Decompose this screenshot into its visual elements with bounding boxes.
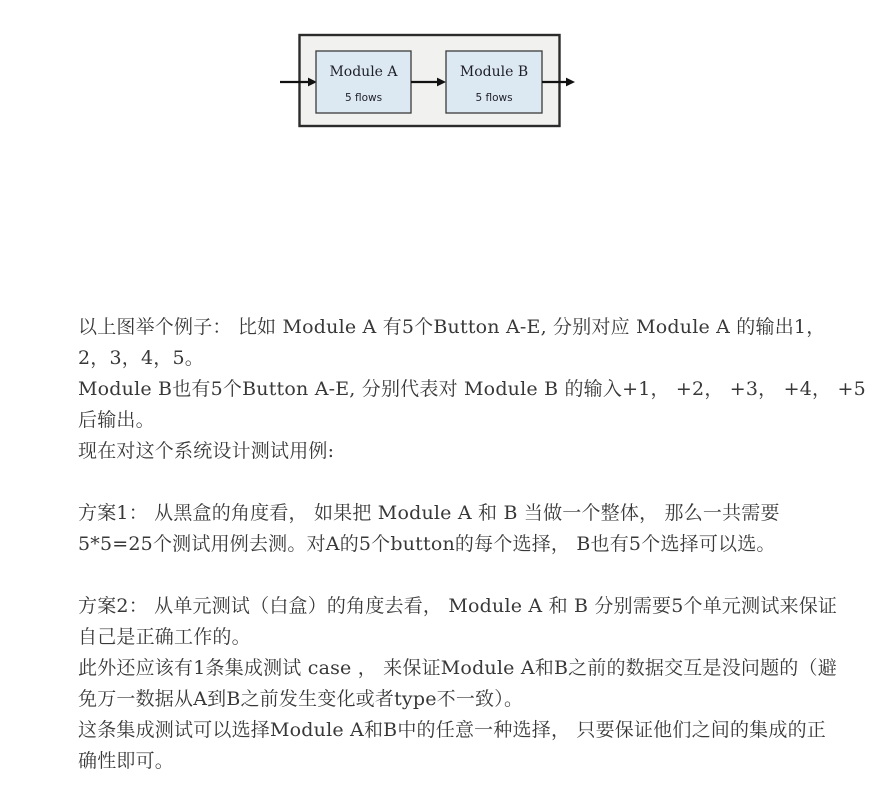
text-line: Module B也有5个Button A-E, 分别代表对 Module B 的输入+1， +2， +3， +4， +5 bbox=[78, 378, 866, 400]
text-line: 后输出。 bbox=[78, 409, 155, 431]
text-line: 确性即可。 bbox=[78, 750, 175, 772]
module-a-title: Module A bbox=[329, 64, 398, 80]
text-line: 此外还应该有1条集成测试 case ， 来保证Module A和B之前的数据交互是没问题的（避 bbox=[78, 657, 837, 679]
text-line-blank bbox=[78, 560, 818, 591]
text-line: 现在对这个系统设计测试用例: bbox=[78, 440, 335, 462]
text-line: 5*5=25个测试用例去测。对A的5个button的每个选择， B也有5个选择可以选。 bbox=[78, 533, 776, 555]
text-line: 方案2： 从单元测试（白盒）的角度去看， Module A 和 B 分别需要5个单元测试来保证 bbox=[78, 595, 838, 617]
module-flow-diagram bbox=[270, 30, 582, 132]
module-b-title: Module B bbox=[459, 64, 529, 80]
text-line: 免万一数据从A到B之前发生变化或者type不一致）。 bbox=[78, 688, 524, 710]
module-b-subtitle: 5 flows bbox=[475, 92, 513, 104]
text-line: 这条集成测试可以选择Module A和B中的任意一种选择， 只要保证他们之间的集成的正 bbox=[78, 719, 826, 741]
text-line: 2，3，4，5。 bbox=[78, 347, 204, 369]
module-a-subtitle: 5 flows bbox=[344, 92, 383, 104]
text-line: 自己是正确工作的。 bbox=[78, 626, 251, 648]
body-text bbox=[78, 312, 866, 777]
text-line-blank bbox=[78, 467, 818, 498]
text-line: 方案1： 从黑盒的角度看， 如果把 Module A 和 B 当做一个整体， 那么一共需要 bbox=[78, 502, 780, 524]
text-line: 以上图举个例子： 比如 Module A 有5个Button A-E, 分别对应 Module A 的输出1， bbox=[78, 316, 826, 338]
